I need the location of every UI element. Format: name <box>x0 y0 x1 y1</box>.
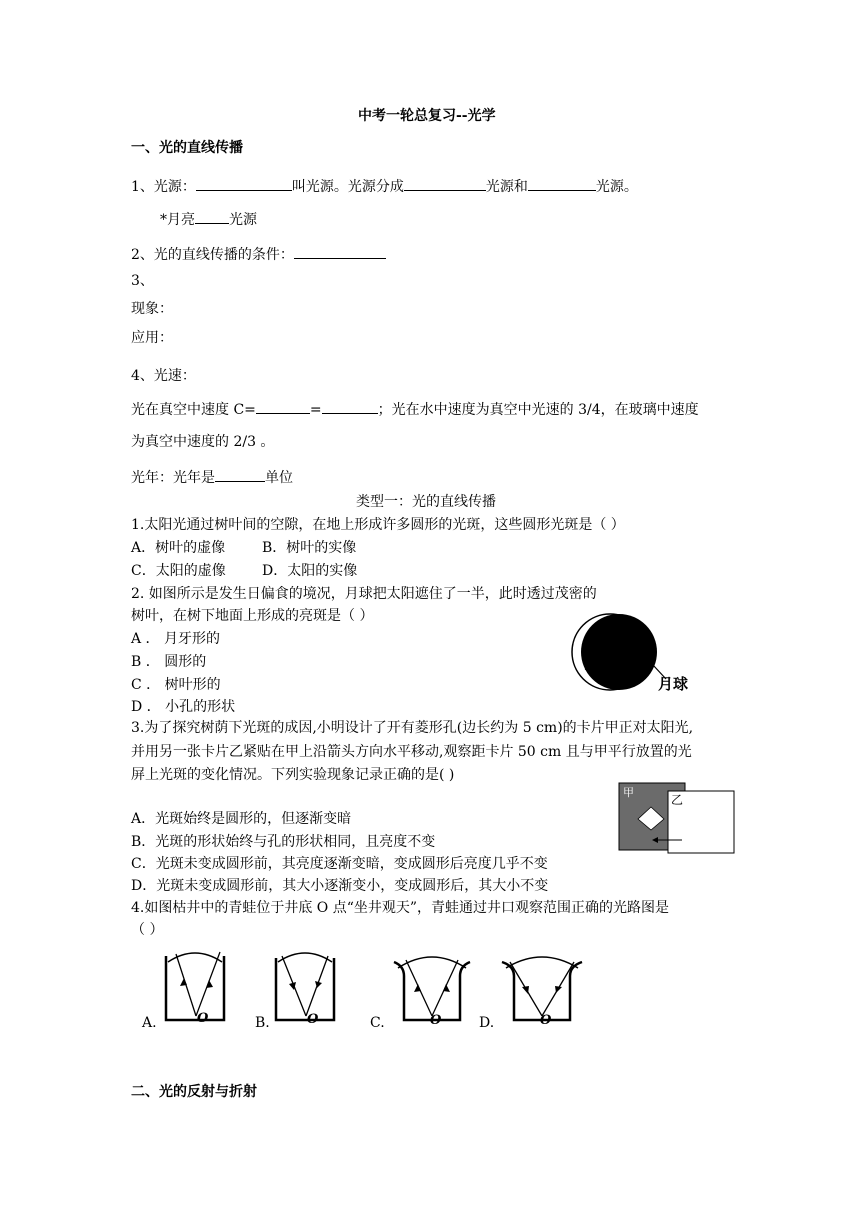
well-walls <box>502 962 582 1020</box>
question-propagation-condition <box>131 244 386 264</box>
exercise-3-line-3: 屏上光斑的变化情况。下列实验现象记录正确的是( ) <box>131 767 455 783</box>
exercise-2-option-b: B ． 圆形的 <box>131 654 207 670</box>
well-walls <box>276 958 334 1020</box>
point-o: O <box>430 1013 442 1026</box>
sky-arc <box>278 953 332 962</box>
arrow-left <box>522 986 529 994</box>
well-diagram-b <box>270 948 340 1026</box>
sun-label-2: 阳 <box>584 654 600 672</box>
q1-mid2: 光源和 <box>485 179 528 195</box>
q1-mid1: 叫光源。光源分成 <box>291 179 404 195</box>
question-light-source <box>131 176 638 196</box>
light-year-line <box>131 467 293 487</box>
exercise-4-line-2: （ ） <box>131 922 164 938</box>
speed-prefix: 光在真空中速度 C= <box>131 402 256 418</box>
section-heading-1: 一、光的直线传播 <box>131 140 243 156</box>
exercise-3-line-1: 3.为了探究树荫下光斑的成因,小明设计了开有菱形孔(边长约为 5 cm)的卡片甲正对太阳光, <box>131 720 694 736</box>
exercise-1-option-a: A．树叶的虚像 <box>131 540 226 556</box>
exercise-3-line-2: 并用另一张卡片乙紧贴在甲上沿箭头方向水平移动,观察距卡片 50 cm 且与甲平行放置的光 <box>131 744 692 760</box>
exercise-3-option-d: D．光斑未变成圆形前，其大小逐渐变小，变成圆形后，其大小不变 <box>131 878 549 894</box>
phenomenon-label: 现象： <box>131 301 173 317</box>
well-diagram-c <box>392 950 472 1026</box>
speed-line <box>131 399 699 419</box>
exercise-4-line-1: 4.如图枯井中的青蛙位于井底 O 点“坐井观天”，青蛙通过井口观察范围正确的光路图是 <box>131 900 670 916</box>
speed-line-2: 为真空中速度的 2/3 。 <box>131 434 275 450</box>
arrow-right <box>206 980 213 988</box>
card-jia-label: 甲 <box>623 786 634 799</box>
blank-light-year <box>215 467 265 482</box>
exercise-1-option-b: B．树叶的实像 <box>262 540 357 556</box>
type-heading: 类型一：光的直线传播 <box>356 494 496 510</box>
light-year-prefix: 光年：光年是 <box>131 470 215 486</box>
blank-speed-2 <box>322 399 378 414</box>
light-year-suffix: 单位 <box>265 470 293 486</box>
exercise-2-option-c: C ． 树叶形的 <box>131 677 221 693</box>
speed-suffix: ；光在水中速度为真空中光速的 3/4，在玻璃中速度 <box>377 402 699 418</box>
application-label: 应用： <box>131 330 173 346</box>
arrow-left <box>180 978 187 986</box>
exercise-3-option-c: C．光斑未变成圆形前，其亮度逐渐变暗，变成圆形后亮度几乎不变 <box>131 856 548 872</box>
moon-prefix: *月亮 <box>160 212 195 228</box>
question-3-number: 3、 <box>131 273 154 289</box>
moon-disc <box>581 614 657 690</box>
q1-prefix: 1、光源： <box>131 179 196 195</box>
exercise-3-option-b: B．光斑的形状始终与孔的形状相同，且亮度不变 <box>131 834 436 850</box>
exercise-2-line-2: 树叶，在树下地面上形成的亮斑是（ ） <box>131 608 374 624</box>
diagram-label-b: B. <box>255 1015 270 1031</box>
blank-moon <box>195 209 229 224</box>
sky-arc <box>506 957 578 968</box>
diagram-label-d: D. <box>479 1015 495 1031</box>
card-figure <box>618 782 738 854</box>
exercise-2-line-1: 2. 如图所示是发生日偏食的境况，月球把太阳遮住了一半，此时透过茂密的 <box>131 586 597 602</box>
eclipse-figure <box>570 605 695 697</box>
diagram-label-a: A. <box>142 1015 157 1031</box>
exercise-1-option-d: D．太阳的实像 <box>262 563 358 579</box>
moon-suffix: 光源 <box>229 212 257 228</box>
blank-speed-1 <box>256 399 310 414</box>
section-heading-2: 二、光的反射与折射 <box>131 1084 257 1100</box>
blank-condition <box>294 244 386 259</box>
q1-suffix: 光源。 <box>595 179 638 195</box>
exercise-3-option-a: A．光斑始终是圆形的，但逐渐变暗 <box>131 811 352 827</box>
blank-2 <box>404 176 486 191</box>
moon-note <box>160 209 257 229</box>
card-yi-label: 乙 <box>671 793 684 807</box>
point-o: O <box>197 1011 209 1026</box>
exercise-1-option-c: C．太阳的虚像 <box>131 563 226 579</box>
question-light-speed: 4、光速： <box>131 368 196 384</box>
diagram-label-c: C. <box>370 1015 385 1031</box>
page-title: 中考一轮总复习--光学 <box>358 108 496 124</box>
arrow-right <box>443 984 450 992</box>
arrow-right <box>555 986 562 993</box>
blank-3 <box>528 176 596 191</box>
point-o: O <box>540 1013 552 1026</box>
exercise-2-option-a: A ． 月牙形的 <box>131 631 221 647</box>
moon-label: 月球 <box>658 675 689 693</box>
well-walls <box>394 962 470 1020</box>
exercise-1-question: 1.太阳光通过树叶间的空隙，在地上形成许多圆形的光斑，这些圆形光斑是（ ） <box>131 517 625 533</box>
sky-arc <box>398 957 466 968</box>
well-diagram-a <box>160 948 230 1026</box>
q2-text: 2、光的直线传播的条件： <box>131 247 294 263</box>
well-diagram-d <box>500 950 584 1026</box>
arrow-left <box>414 984 421 992</box>
sun-label-1: 太 <box>584 633 600 651</box>
blank-1 <box>196 176 292 191</box>
exercise-2-option-d: D ． 小孔的形状 <box>131 699 236 715</box>
point-o: O <box>307 1012 319 1026</box>
speed-eq: = <box>309 402 322 418</box>
